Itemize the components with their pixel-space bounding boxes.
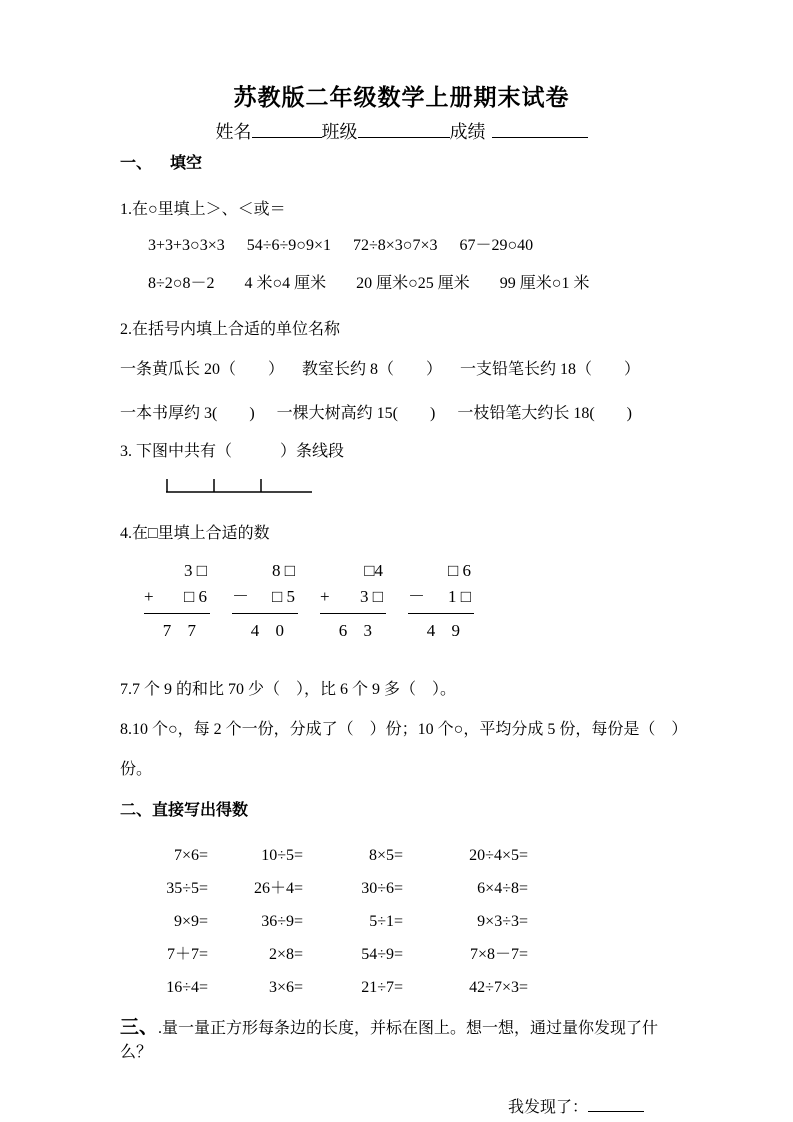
- calc-item: 6×4÷8=: [477, 880, 528, 897]
- question8-text: 8.10 个○，每 2 个一份，分成了（ ）份；10 个○，平均分成 5 份，每份是（ ）: [120, 721, 688, 738]
- calc-item: 7×8－7=: [469, 946, 528, 963]
- top-operand: □4: [364, 561, 383, 580]
- calc-item: 26＋4=: [253, 880, 303, 897]
- operator: －: [232, 587, 249, 606]
- calc-item: 21÷7=: [361, 979, 403, 996]
- calc-item: 36÷9=: [261, 913, 303, 930]
- score-blank: [492, 121, 588, 138]
- name-label: 姓名: [215, 122, 252, 142]
- operator: －: [408, 587, 425, 606]
- result: 4 0: [250, 621, 290, 640]
- vertical-problem: [408, 558, 474, 644]
- question4-text: 4.在□里填上合适的数: [120, 525, 270, 542]
- bottom-row: [320, 584, 386, 610]
- section3-heading: [120, 1016, 683, 1065]
- equals-line: [144, 613, 210, 614]
- line-segment-svg: [164, 474, 314, 496]
- expression: 54÷6÷9○9×1: [246, 237, 331, 254]
- calc-item: 3×6=: [268, 979, 303, 996]
- expression: 67－29○40: [459, 237, 534, 254]
- calc-item: 2×8=: [268, 946, 303, 963]
- expression: 99 厘米○1 米: [499, 275, 590, 292]
- class-blank: [358, 121, 450, 138]
- bottom-row: [408, 584, 474, 610]
- calc-item: 9×3÷3=: [477, 913, 528, 930]
- calc-item: 30÷6=: [361, 880, 403, 897]
- name-blank: [252, 121, 322, 138]
- top-operand: 3 □: [183, 561, 207, 580]
- student-info-line: [120, 120, 683, 144]
- equals-line: [232, 613, 298, 614]
- bottom-row: [232, 584, 298, 610]
- question3-text: 3. 下图中共有（ ）条线段: [120, 443, 345, 460]
- question1-text: 1.在○里填上＞、＜或＝: [120, 201, 286, 218]
- calc-item: 7×6=: [173, 847, 208, 864]
- operator: +: [144, 587, 154, 606]
- calc-item: 5÷1=: [369, 913, 403, 930]
- calc-item: 8×5=: [368, 847, 403, 864]
- question8-continuation: 份。: [120, 761, 153, 778]
- top-operand: 8 □: [271, 561, 295, 580]
- bottom-operand: 3 □: [359, 587, 383, 606]
- unit-item: 一枝铅笔大约长 18( ): [457, 405, 633, 422]
- question2-line2: [120, 404, 683, 424]
- score-label: 成绩: [449, 122, 486, 142]
- bottom-row: [144, 584, 210, 610]
- expression: 3+3+3○3×3: [148, 237, 225, 254]
- expression: 8÷2○8－2: [148, 275, 215, 292]
- calc-item: 35÷5=: [166, 880, 208, 897]
- question1-row1: [120, 236, 683, 256]
- section3-text: .量一量正方形每条边的长度，并标在图上。想一想，通过量你发现了什么？: [120, 1020, 659, 1061]
- calc-item: 7＋7=: [166, 946, 208, 963]
- equals-line: [408, 613, 474, 614]
- calculation-grid: [148, 846, 683, 998]
- calc-item: 20÷4×5=: [469, 847, 528, 864]
- line-segment-diagram: [120, 474, 683, 496]
- question4-problems: [120, 558, 683, 644]
- unit-item: 教室长约 8（ ）: [302, 361, 443, 378]
- unit-item: 一条黄瓜长 20（ ）: [120, 361, 285, 378]
- page-title: 苏教版二年级数学上册期末试卷: [233, 85, 570, 110]
- unit-item: 一棵大树高约 15( ): [276, 405, 436, 422]
- result: 7 7: [162, 621, 202, 640]
- bottom-operand: 1 □: [447, 587, 471, 606]
- calc-item: 16÷4=: [166, 979, 208, 996]
- top-operand: □ 6: [447, 561, 471, 580]
- question2-text: 2.在括号内填上合适的单位名称: [120, 321, 341, 338]
- calc-item: 10÷5=: [261, 847, 303, 864]
- expression: 4 米○4 厘米: [244, 275, 327, 292]
- section2-heading: 二、直接写出得数: [120, 802, 249, 819]
- question2-line1: [120, 360, 683, 380]
- vertical-problem: [232, 558, 298, 644]
- expression: 20 厘米○25 厘米: [356, 275, 470, 292]
- result: 4 9: [426, 621, 466, 640]
- result: 6 3: [338, 621, 378, 640]
- bottom-operand: □ 6: [183, 587, 207, 606]
- unit-item: 一本书厚约 3( ): [120, 405, 255, 422]
- calc-item: 54÷9=: [361, 946, 403, 963]
- section3-number: 三、: [120, 1017, 159, 1038]
- section1-title: 填空: [170, 155, 203, 172]
- discovery-label: 我发现了：: [508, 1099, 589, 1116]
- operator: +: [320, 587, 330, 606]
- question1-row2: [120, 274, 683, 294]
- bottom-operand: □ 5: [271, 587, 295, 606]
- vertical-problem: [320, 558, 386, 644]
- section1-number: 一、: [120, 155, 153, 172]
- calc-item: 9×9=: [173, 913, 208, 930]
- calc-item: 42÷7×3=: [469, 979, 528, 996]
- equals-line: [320, 613, 386, 614]
- unit-item: 一支铅笔长约 18（ ）: [460, 361, 641, 378]
- discovery-blank: [588, 1095, 644, 1112]
- question7-text: 7.7 个 9 的和比 70 少（ ），比 6 个 9 多（ ）。: [120, 681, 457, 698]
- class-label: 班级: [321, 122, 358, 142]
- discovery-line: [508, 1095, 683, 1119]
- expression: 72÷8×3○7×3: [352, 237, 438, 254]
- vertical-problem: [144, 558, 210, 644]
- section1-heading: [120, 154, 683, 174]
